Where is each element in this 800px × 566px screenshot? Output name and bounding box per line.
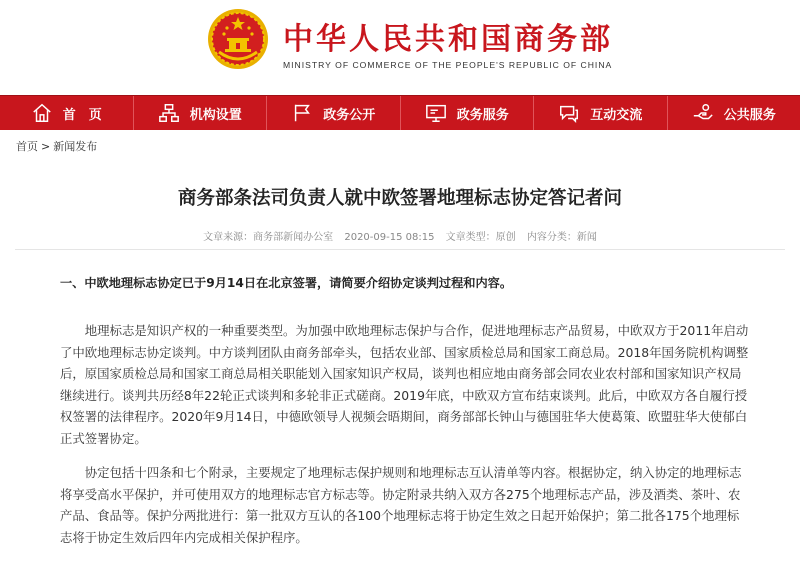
nav-home[interactable] (0, 96, 134, 130)
site-subtitle: MINISTRY OF COMMERCE OF THE PEOPLE'S REPUBLIC OF CHINA (283, 60, 613, 70)
article-date: 2020-09-15 08:15 (344, 232, 435, 243)
article-source: 文章来源：商务部新闻办公室 (203, 232, 334, 243)
national-emblem-icon[interactable] (207, 8, 269, 70)
nav-government-affairs[interactable] (267, 96, 401, 130)
nav-label: 首 页 (62, 107, 102, 123)
chat-icon (558, 102, 580, 124)
article-type: 文章类型：原创 (445, 232, 516, 243)
article-paragraph: 协定包括十四条和七个附录，主要规定了地理标志保护规则和地理标志互认清单等内容。根据协定，纳入协定的地理标志将享受高水平保护，并可使用双方的地理标志官方标志等。协定附录共纳入双方各275个地理标志产品，涉及酒类、茶叶、农产品、食品等。保护分两批进行：第一批双方互认的各100个地理标志将于协定生效之日起开始保护；第二批各175个地理标志将于协定生效后四年内完成相关保护程序。 (60, 465, 742, 545)
nav-label: 机构设置 (189, 107, 242, 123)
nav-label: 互动交流 (590, 107, 643, 123)
hand-icon (692, 102, 714, 124)
nav-label: 公共服务 (723, 107, 776, 123)
org-icon (158, 102, 180, 124)
article-question: 一、中欧地理标志协定已于9月14日在北京签署，请简要介绍协定谈判过程和内容。 (60, 276, 513, 290)
article-title: 商务部条法司负责人就中欧签署地理标志协定答记者问 (177, 188, 622, 209)
breadcrumb-separator: > (41, 140, 51, 153)
nav-label: 政务公开 (323, 107, 376, 123)
nav-organization[interactable] (134, 96, 268, 130)
main-nav (0, 95, 800, 130)
nav-interaction[interactable] (534, 96, 668, 130)
nav-public-services[interactable] (668, 96, 800, 130)
article-meta (0, 228, 800, 243)
nav-government-services[interactable] (401, 96, 535, 130)
divider (15, 249, 785, 250)
article-paragraph: 地理标志是知识产权的一种重要类型。为加强中欧地理标志保护与合作，促进地理标志产品贸易，中欧双方于2011年启动了中欧地理标志协定谈判。中方谈判团队由商务部牵头，包括农业部、国家质检总局和国家工商总局。2018年国务院机构调整后，原国家质检总局和国家工商总局相关职能划入国家知识产权局，谈判也相应地由商务部会同农业农村部和国家知识产权局继续进行。谈判共历经8年22轮正式谈判和多轮非正式磋商。2019年底，中欧双方宣布结束谈判。此后，中欧双方各自履行授权签署的法律程序。2020年9月14日，中德欧领导人视频会晤期间，商务部部长钟山与德国驻华大使葛策、欧盟驻华大使郁白正式签署协定。 (60, 323, 749, 446)
site-title: 中华人民共和国商务部 (283, 22, 613, 57)
breadcrumb-home-link[interactable]: 首页 (16, 140, 38, 153)
flag-icon (291, 102, 313, 124)
article-category: 内容分类：新闻 (526, 232, 597, 243)
breadcrumb (16, 138, 97, 154)
breadcrumb-current-link[interactable]: 新闻发布 (53, 140, 98, 153)
monitor-icon (425, 102, 447, 124)
site-header (0, 0, 800, 95)
home-icon (31, 102, 53, 124)
nav-label: 政务服务 (456, 107, 509, 123)
